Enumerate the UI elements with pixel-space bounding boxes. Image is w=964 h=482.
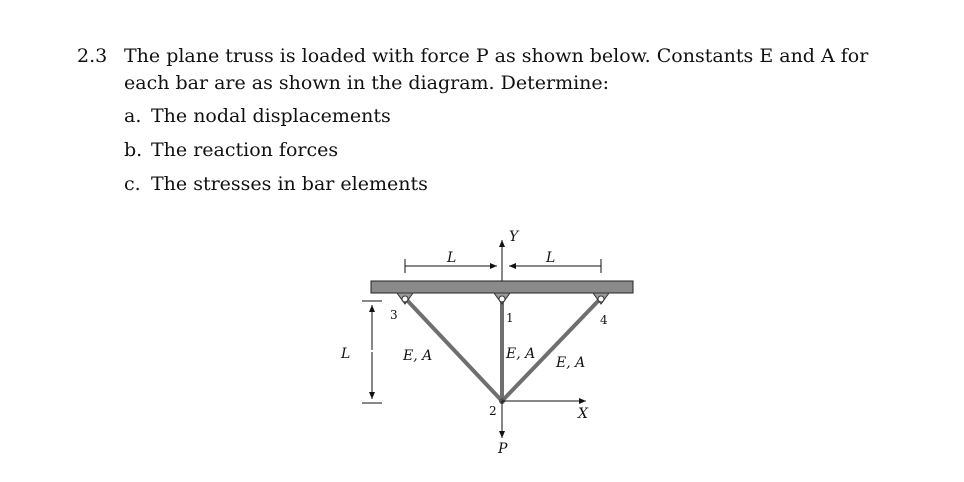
problem-statement-line-1: The plane truss is loaded with force P as shown below. Constants E and A for (124, 45, 869, 67)
dim-vertical-label: L (341, 346, 351, 362)
item-label: c. (124, 173, 141, 195)
x-axis-label: X (578, 406, 588, 422)
node-label-1: 1 (506, 311, 514, 325)
node-label-3: 3 (390, 308, 398, 322)
dim-right-label: L (546, 250, 556, 266)
bar-label-right: E, A (556, 355, 586, 371)
node-label-2: 2 (489, 404, 497, 418)
dimension-vertical (362, 301, 382, 403)
item-text: The nodal displacements (151, 105, 391, 127)
support-beam (371, 281, 633, 293)
problem-statement-line-2: each bar are as shown in the diagram. Determine: (124, 72, 610, 94)
bar-label-center: E, A (506, 346, 536, 362)
problem-number: 2.3 (77, 45, 108, 67)
load-label: P (498, 441, 508, 457)
item-text: The reaction forces (151, 139, 339, 161)
item-label: a. (124, 105, 142, 127)
dimension-horizontal (405, 259, 601, 273)
item-text: The stresses in bar elements (151, 173, 428, 195)
pin-support-1 (494, 293, 510, 304)
item-label: b. (124, 139, 143, 161)
bar-label-left: E, A (403, 348, 433, 364)
y-axis-label: Y (509, 229, 519, 245)
node-label-4: 4 (600, 313, 608, 327)
dim-left-label: L (447, 250, 457, 266)
